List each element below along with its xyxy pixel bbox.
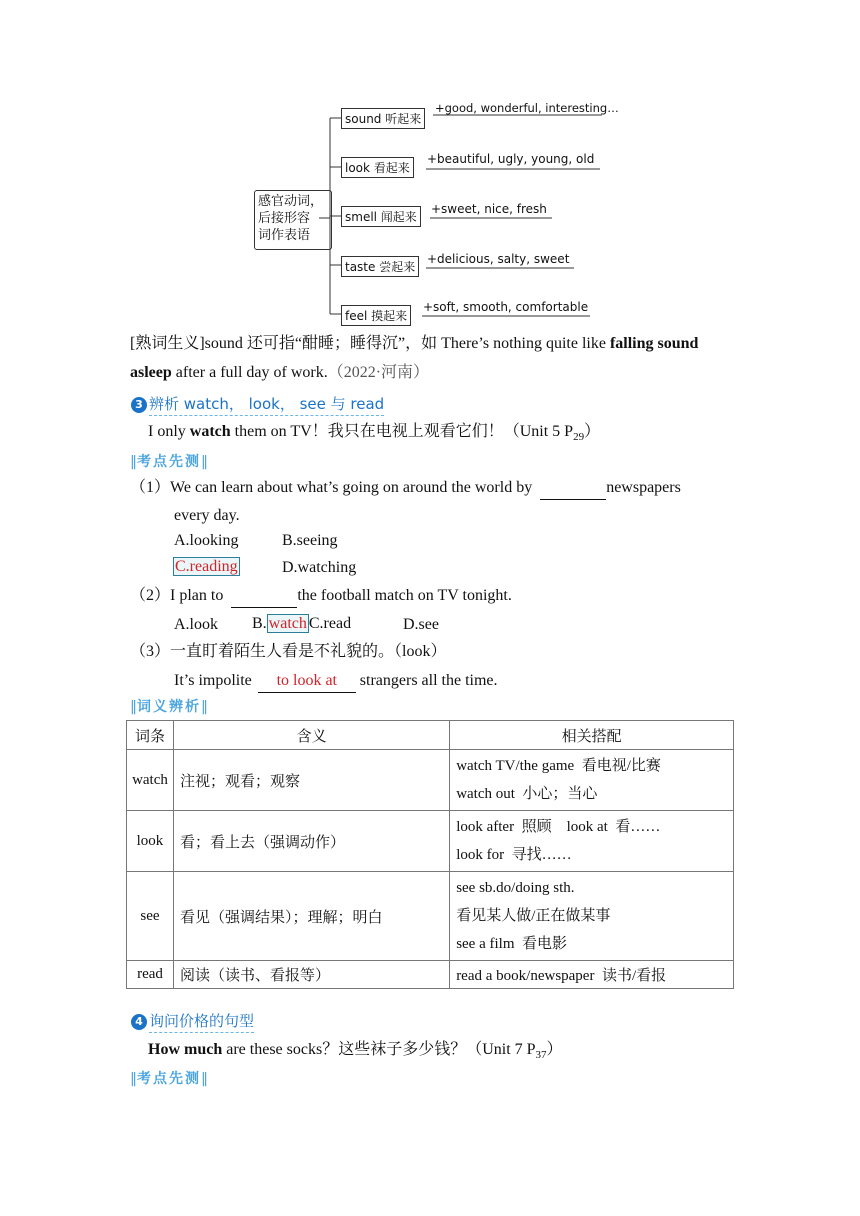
section-3-tag-2: ‖词义辨析‖ — [130, 699, 208, 715]
section-3-title: 辨析 watch， look， see 与 read — [149, 395, 384, 416]
section-4-example-end: ） — [546, 1041, 563, 1058]
question-3-answer-pre: It’s impolite — [174, 672, 256, 689]
note-bold-1: falling sound — [609, 335, 699, 352]
section-4-example-bold: How much — [148, 1041, 223, 1058]
table-cell-word: look — [127, 811, 174, 872]
question-3-text: 一直盯着陌生人看是不礼貌的。（look） — [170, 643, 447, 660]
note-source: （2022·河南） — [327, 364, 430, 381]
question-2-answer: watch — [268, 615, 307, 632]
question-2-option-b-label: B. — [252, 615, 267, 632]
table-header-meaning: 含义 — [173, 721, 449, 750]
example-end: ） — [584, 423, 601, 440]
section-4-tag: ‖考点先测‖ — [130, 1071, 208, 1087]
collocation: see a film 看电影 — [456, 936, 567, 952]
question-2-option-d[interactable]: D.see — [403, 616, 439, 633]
section-3-number: 3 — [131, 397, 147, 413]
table-row — [127, 750, 734, 811]
section-4-example — [148, 1039, 563, 1066]
collocation: see sb.do/doing sth. — [456, 880, 575, 896]
table-cell-collocations — [450, 811, 734, 872]
question-2-blank[interactable] — [231, 585, 297, 608]
tag-text: 考点先测 — [137, 454, 201, 470]
branch-smell-adjs: +sweet, nice, fresh — [431, 202, 547, 216]
collocation: look after 照顾 look at 看…… — [456, 819, 661, 835]
example-post: them on TV！我只在电视上观看它们！（Unit 5 P — [230, 423, 574, 440]
question-1-option-c-answer[interactable] — [173, 556, 240, 578]
question-1-answer: C.reading — [175, 558, 238, 575]
branch-taste-verb: taste 尝起来 — [341, 256, 419, 277]
question-2-text-post: the football match on TV tonight. — [297, 587, 512, 604]
center-line-1: 感官动词， — [258, 194, 324, 209]
question-2 — [130, 585, 512, 608]
table-row — [127, 961, 734, 989]
question-1-blank[interactable] — [540, 477, 606, 500]
table-cell-meaning: 注视；观看；观察 — [173, 750, 449, 811]
table-cell-word: see — [127, 872, 174, 961]
table-cell-meaning: 阅读（读书、看报等） — [173, 961, 449, 989]
question-1-option-d[interactable]: D.watching — [282, 559, 357, 576]
question-2-num: （2） — [130, 587, 171, 604]
vocab-table — [126, 720, 734, 989]
center-line-2: 后接形容 — [258, 211, 311, 226]
section-4-example-post: are these socks？这些袜子多少钱？（Unit 7 P — [222, 1041, 536, 1058]
branch-feel-adjs: +soft, smooth, comfortable — [423, 300, 589, 314]
collocation: watch TV/the game 看电视/比赛 — [456, 758, 661, 774]
example-bold: watch — [189, 423, 231, 440]
branch-look-adjs: +beautiful, ugly, young, old — [427, 152, 595, 166]
section-4-title: 询问价格的句型 — [149, 1012, 254, 1033]
question-2-option-b-answer[interactable] — [252, 613, 351, 635]
question-1 — [130, 477, 681, 500]
table-cell-meaning: 看见（强调结果）；理解；明白 — [173, 872, 449, 961]
branch-sound-verb: sound 听起来 — [341, 108, 425, 129]
center-line-3: 词作表语 — [258, 228, 311, 243]
note-bold-2: asleep — [130, 364, 172, 381]
question-3 — [130, 641, 446, 663]
table-row — [127, 872, 734, 961]
table-cell-collocations — [450, 750, 734, 811]
section-3-heading — [131, 393, 384, 414]
branch-look-verb: look 看起来 — [341, 157, 414, 178]
table-header-word: 词条 — [127, 721, 174, 750]
diagram-center-box — [254, 190, 332, 250]
table-header-row — [127, 721, 734, 750]
collocation: read a book/newspaper 读书/看报 — [456, 968, 667, 984]
question-3-answer-post: strangers all the time. — [355, 672, 498, 689]
branch-smell-verb: smell 闻起来 — [341, 206, 421, 227]
table-cell-word: watch — [127, 750, 174, 811]
question-2-text: I plan to — [170, 587, 228, 604]
example-pre: I only — [148, 423, 190, 440]
question-1-text-post: newspapers — [606, 479, 681, 496]
tag-2-text: 词义辨析 — [137, 699, 201, 715]
table-cell-meaning: 看；看上去（强调动作） — [173, 811, 449, 872]
collocation: 看见某人做/正在做某事 — [456, 908, 611, 924]
section-3-tag: ‖考点先测‖ — [130, 454, 208, 470]
question-1-option-b[interactable]: B.seeing — [282, 532, 338, 549]
question-3-answer-line — [174, 670, 498, 693]
question-2-option-c: C.read — [308, 615, 352, 632]
branch-sound-adjs: +good, wonderful, interesting… — [435, 101, 619, 115]
table-cell-word: read — [127, 961, 174, 989]
collocation: watch out 小心；当心 — [456, 786, 598, 802]
section-4-heading — [131, 1010, 254, 1031]
example-sub: 29 — [573, 431, 585, 444]
branch-feel-verb: feel 摸起来 — [341, 305, 411, 326]
question-3-answer[interactable]: to look at — [258, 670, 356, 693]
section-3-example — [148, 421, 600, 448]
note-suffix: after a full day of work. — [171, 364, 328, 381]
table-header-collocations: 相关搭配 — [450, 721, 734, 750]
table-cell-collocations — [450, 872, 734, 961]
question-1-num: （1） — [130, 479, 171, 496]
section-4-number: 4 — [131, 1014, 147, 1030]
table-cell-collocations — [450, 961, 734, 989]
branch-taste-adjs: +delicious, salty, sweet — [427, 252, 570, 266]
table-row — [127, 811, 734, 872]
note-line-1 — [130, 333, 698, 355]
question-1-line-2: every day. — [174, 507, 240, 524]
question-3-num: （3） — [130, 643, 171, 660]
note-prefix: [熟词生义]sound 还可指“酣睡；睡得沉”，如 There’s nothing quite like — [130, 335, 610, 352]
section-4-example-sub: 37 — [535, 1049, 547, 1062]
question-1-option-a[interactable]: A.looking — [174, 532, 239, 549]
question-1-text: We can learn about what’s going on around the world by — [170, 479, 537, 496]
collocation: look for 寻找…… — [456, 847, 572, 863]
section-4-tag-text: 考点先测 — [137, 1071, 201, 1087]
note-line-2 — [130, 362, 429, 384]
question-2-option-a[interactable]: A.look — [174, 616, 218, 633]
